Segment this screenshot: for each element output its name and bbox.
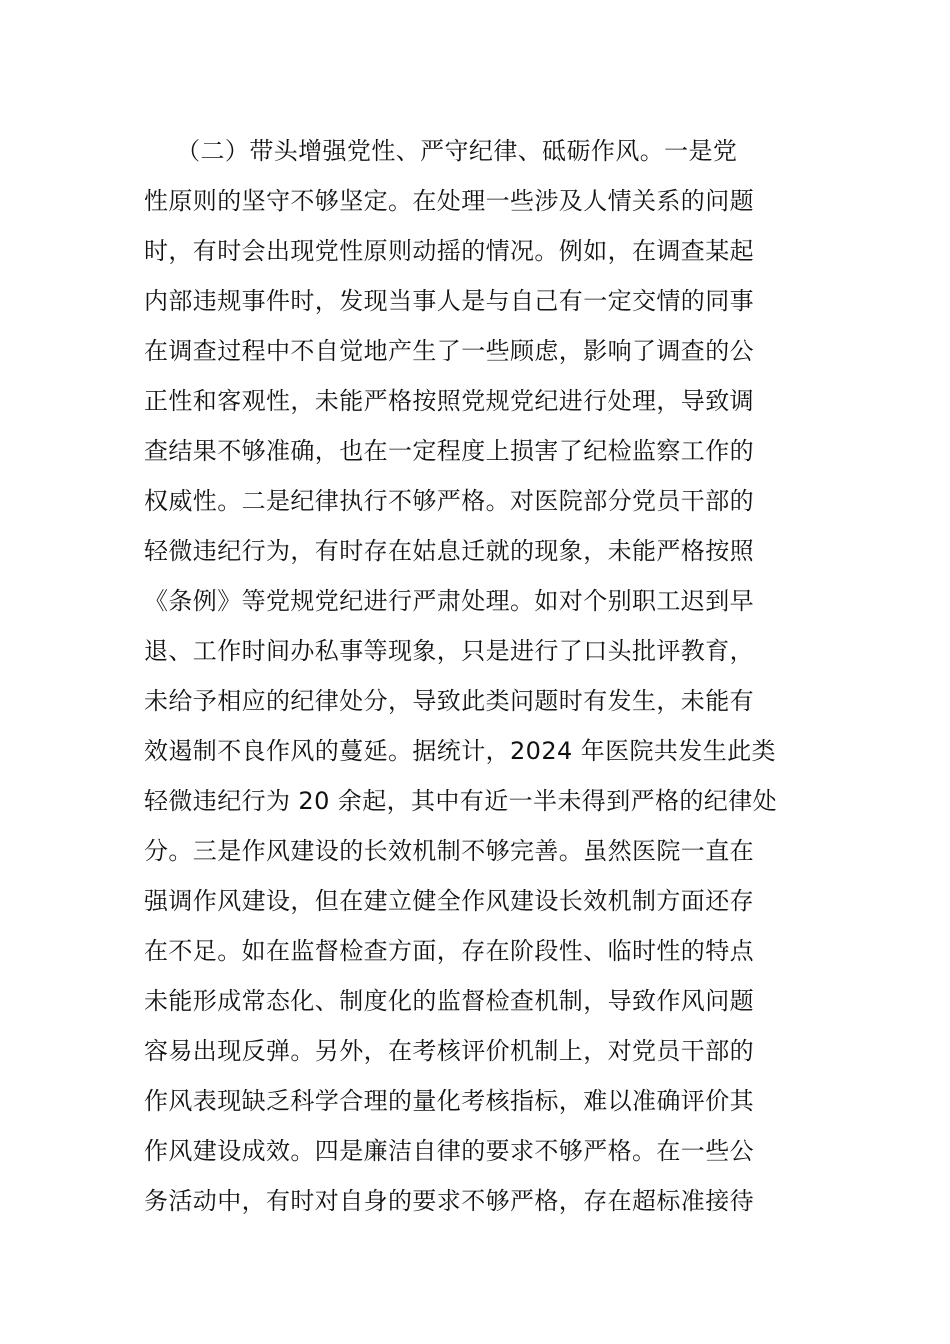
text-line-22: 务活动中，有时对自身的要求不够严格，存在超标准接待 [144,1187,754,1215]
text-line-7: 查结果不够准确，也在一定程度上损害了纪检监察工作的 [144,437,754,465]
text-line-6: 正性和客观性，未能严格按照党规党纪进行处理，导致调 [144,387,754,415]
text-line-12: 未给予相应的纪律处分，导致此类问题时有发生，未能有 [144,687,754,715]
text-line-2: 性原则的坚守不够坚定。在处理一些涉及人情关系的问题 [144,187,754,215]
text-line-17: 在不足。如在监督检查方面，存在阶段性、临时性的特点 [144,937,754,965]
text-line-15: 分。三是作风建设的长效机制不够完善。虽然医院一直在 [144,837,754,865]
text-line-14: 轻微违纪行为 20 余起，其中有近一半未得到严格的纪律处 [144,787,777,815]
text-line-1: （二）带头增强党性、严守纪律、砥砺作风。一是党 [144,137,738,165]
text-line-5: 在调查过程中不自觉地产生了一些顾虑，影响了调查的公 [144,337,754,365]
text-line-16: 强调作风建设，但在建立健全作风建设长效机制方面还存 [144,887,754,915]
text-line-13: 效遏制不良作风的蔓延。据统计，2024 年医院共发生此类 [144,737,776,765]
text-line-9: 轻微违纪行为，有时存在姑息迁就的现象，未能严格按照 [144,537,754,565]
text-line-21: 作风建设成效。四是廉洁自律的要求不够严格。在一些公 [144,1137,754,1165]
body-paragraph [144,126,808,1226]
text-line-8: 权威性。二是纪律执行不够严格。对医院部分党员干部的 [144,487,754,515]
text-line-18: 未能形成常态化、制度化的监督检查机制，导致作风问题 [144,987,754,1015]
text-line-4: 内部违规事件时，发现当事人是与自己有一定交情的同事 [144,287,754,315]
text-line-19: 容易出现反弹。另外，在考核评价机制上，对党员干部的 [144,1037,754,1065]
text-line-10: 《条例》等党规党纪进行严肃处理。如对个别职工迟到早 [144,587,754,615]
text-line-11: 退、工作时间办私事等现象，只是进行了口头批评教育， [144,637,754,665]
text-line-3: 时，有时会出现党性原则动摇的情况。例如，在调查某起 [144,237,754,265]
text-line-20: 作风表现缺乏科学合理的量化考核指标，难以准确评价其 [144,1087,754,1115]
